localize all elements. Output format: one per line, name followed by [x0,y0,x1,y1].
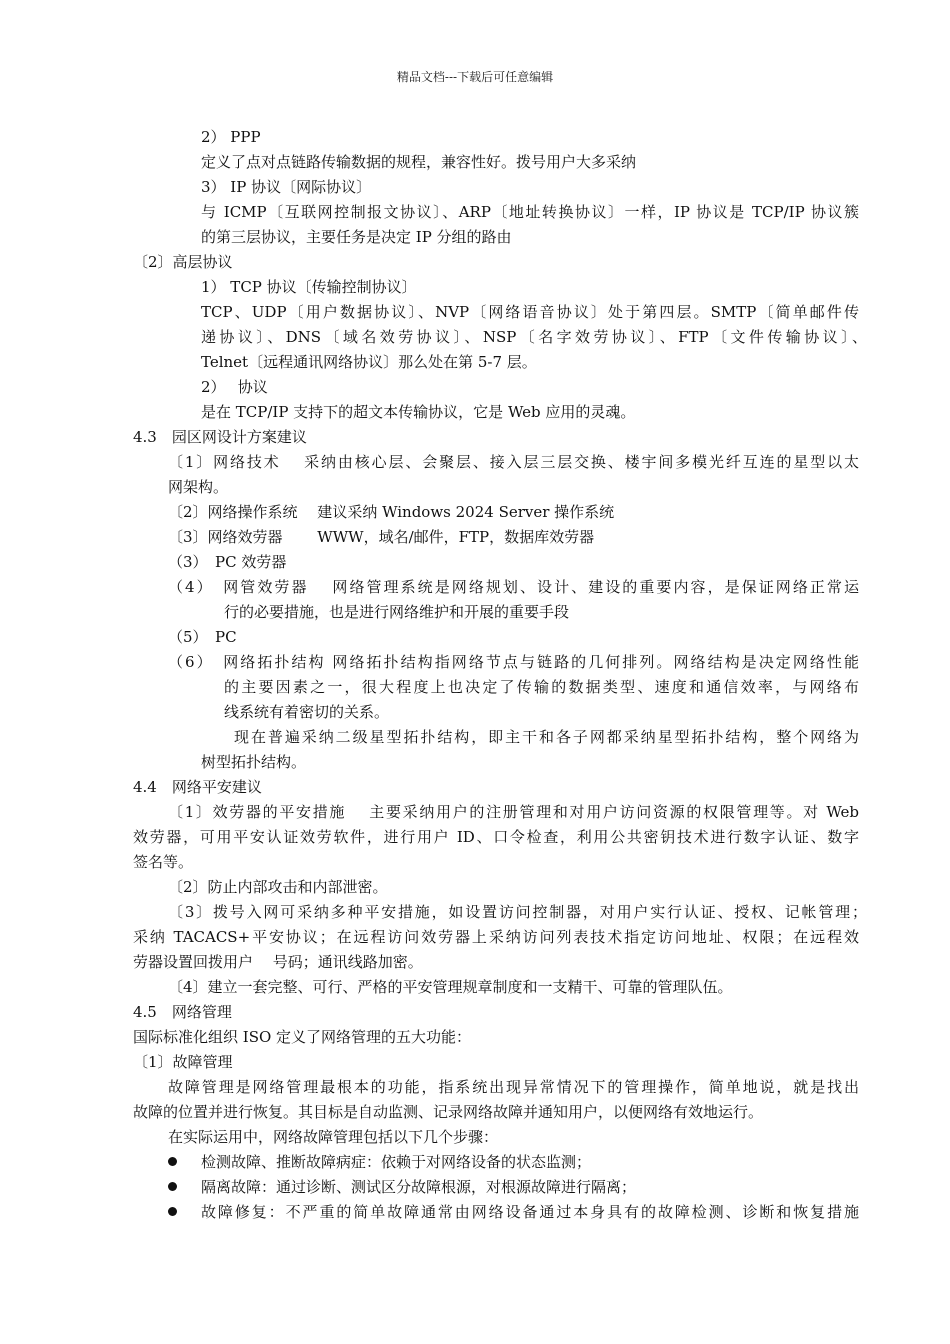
paragraph-line: TCP、UDP〔用户数据协议〕、NVP〔网络语音协议〕处于第四层。SMTP〔简单邮件传 [201,303,859,321]
paragraph-line: 现在普遍采纳二级星型拓扑结构，即主干和各子网都采纳星型拓扑结构，整个网络为 [234,728,859,746]
paragraph-line: 采纳 TACACS+平安协议；在远程访问效劳器上采纳访问列表技术指定访问地址、权限；在远程效 [133,928,859,946]
paragraph-line: 效劳器，可用平安认证效劳软件，进行用户 ID、口令检查，利用公共密钥技术进行数字认证、数字 [133,828,859,846]
list-item-continuation: 线系统有着密切的关系。 [224,703,390,721]
list-item-continuation: 行的必要措施，也是进行网络维护和开展的重要手段 [224,603,570,621]
section-heading: 4.3 园区网设计方案建议 [133,428,307,446]
paragraph-line: 〔4〕建立一套完整、可行、严格的平安管理规章制度和一支精干、可靠的管理队伍。 [168,978,733,996]
paragraph-line: 是在 TCP/IP 支持下的超文本传输协议，它是 Web 应用的灵魂。 [201,403,636,421]
paragraph-line: 故障管理是网络管理最根本的功能，指系统出现异常情况下的管理操作，简单地说，就是找出 [168,1078,859,1096]
section-heading: 4.5 网络管理 [133,1003,232,1021]
subsection-heading: 〔1〕故障管理 [133,1053,233,1071]
bullet-item: 隔离故障：通过诊断、测试区分故障根源，对根源故障进行隔离； [201,1178,637,1196]
list-item: 〔2〕网络操作系统 建议采纳 Windows 2024 Server 操作系统 [168,503,615,521]
paragraph-line: 故障的位置并进行恢复。其目标是自动监测、记录网络故障并通知用户，以便网络有效地运行。 [133,1103,764,1121]
paragraph-line: 在实际运用中，网络故障管理包括以下几个步骤： [168,1128,499,1146]
paragraph-line: 定义了点对点链路传输数据的规程，兼容性好。拨号用户大多采纳 [201,153,637,171]
bullet-icon [168,1207,177,1216]
paragraph-line: Telnet〔远程通讯网络协议〕那么处在第 5-7 层。 [201,353,537,371]
paragraph-line: 〔1〕效劳器的平安措施 主要采纳用户的注册管理和对用户访问资源的权限管理等。对 Web [168,803,859,821]
subsection-heading: 2） PPP [201,128,261,146]
list-item-continuation: 的主要因素之一，很大程度上也决定了传输的数据类型、速度和通信效率，与网络布 [224,678,859,696]
paragraph-line: 的第三层协议，主要任务是决定 IP 分组的路由 [201,228,512,246]
paragraph-line: 劳器设置回拨用户 号码；通讯线路加密。 [133,953,423,971]
paragraph-line: 与 ICMP〔互联网控制报文协议〕、ARP〔地址转换协议〕一样，IP 协议是 TCP/IP 协议簇 [201,203,859,221]
paragraph-line: 递协议〕、DNS〔域名效劳协议〕、NSP〔名字效劳协议〕、FTP〔文件传输协议〕、 [201,328,867,346]
list-item: （6） 网络拓扑结构 网络拓扑结构指网络节点与链路的几何排列。网络结构是决定网络性能 [168,653,859,671]
list-item: 〔1〕网络技术 采纳由核心层、会聚层、接入层三层交换、楼宇间多模光纤互连的星型以太 [168,453,859,471]
subsection-heading: 3） IP 协议〔网际协议〕 [201,178,372,196]
paragraph-line: 〔2〕防止内部攻击和内部泄密。 [168,878,388,896]
paragraph-line: 签名等。 [133,853,194,871]
paragraph-line: 树型拓扑结构。 [201,753,307,771]
subsection-heading: 2） 协议 [201,378,268,396]
subsection-heading: 1） TCP 协议〔传输控制协议〕 [201,278,417,296]
bullet-item: 故障修复：不严重的简单故障通常由网络设备通过本身具有的故障检测、诊断和恢复措施 [201,1203,859,1221]
section-heading: 4.4 网络平安建议 [133,778,262,796]
list-item: （3） PC 效劳器 [168,553,287,571]
bullet-icon [168,1157,177,1166]
paragraph-line: 〔3〕拨号入网可采纳多种平安措施，如设置访问控制器，对用户实行认证、授权、记帐管理； [168,903,867,921]
bullet-icon [168,1182,177,1191]
list-item: （4） 网管效劳器 网络管理系统是网络规划、设计、建设的重要内容，是保证网络正常运 [168,578,859,596]
section-heading: 〔2〕高层协议 [133,253,233,271]
list-item: 〔3〕网络效劳器 WWW，域名/邮件，FTP，数据库效劳器 [168,528,595,546]
bullet-item: 检测故障、推断故障病症：依赖于对网络设备的状态监测； [201,1153,592,1171]
page-header: 精品文档---下载后可任意编辑 [396,70,554,84]
list-item-continuation: 网架构。 [168,478,229,496]
list-item: （5） PC [168,628,237,646]
paragraph-line: 国际标准化组织 ISO 定义了网络管理的五大功能： [133,1028,472,1046]
